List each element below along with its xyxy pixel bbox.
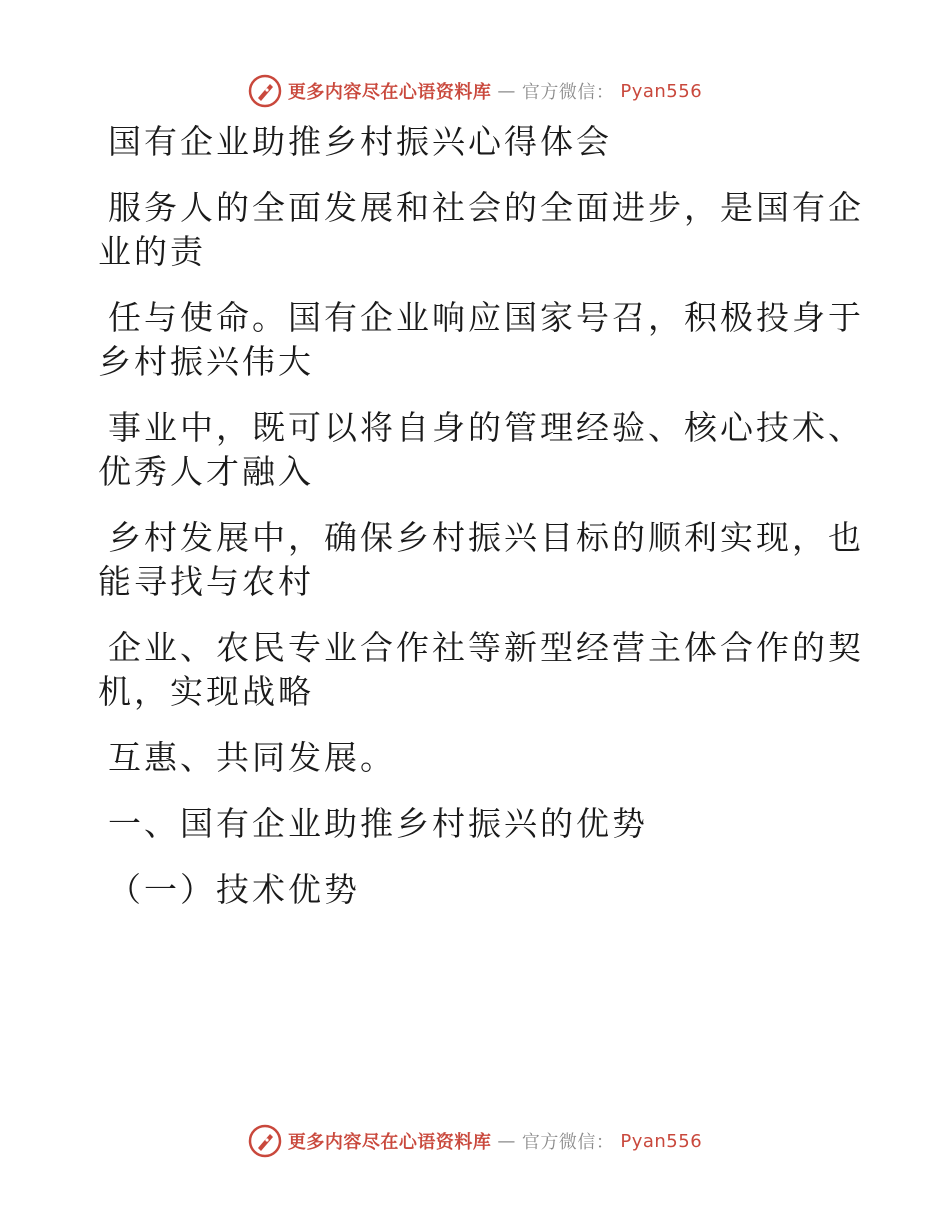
document-title: 国有企业助推乡村振兴心得体会: [108, 122, 612, 161]
watermark-separator: —: [497, 1130, 516, 1152]
paragraph-line: 服务人的全面发展和社会的全面进步，是国有企: [108, 188, 864, 227]
pen-nib-logo-icon: [248, 74, 282, 108]
watermark-wechat-id: Pyan556: [620, 1130, 703, 1152]
paragraph-line: 互惠、共同发展。: [108, 738, 396, 777]
watermark-official-label: 官方微信：: [521, 82, 615, 103]
watermark-brand: 更多内容尽在心语资料库: [287, 1132, 492, 1153]
header-watermark: [0, 74, 950, 108]
document-body: [98, 120, 864, 912]
paragraph-line: 事业中，既可以将自身的管理经验、核心技术、: [108, 408, 864, 447]
watermark-official-label: 官方微信：: [521, 1132, 615, 1153]
footer-watermark: [0, 1124, 950, 1158]
paragraph-line: 任与使命。国有企业响应国家号召，积极投身于: [108, 298, 864, 337]
paragraph-line: 企业、农民专业合作社等新型经营主体合作的契: [108, 628, 864, 667]
paragraph-line: 优秀人才融入: [98, 452, 314, 491]
section-heading: 一、国有企业助推乡村振兴的优势: [108, 804, 648, 843]
paragraph-line: 乡村振兴伟大: [98, 342, 314, 381]
watermark-separator: —: [497, 80, 516, 102]
paragraph-line: 能寻找与农村: [98, 562, 314, 601]
pen-nib-logo-icon: [248, 1124, 282, 1158]
paragraph-line: 业的责: [98, 232, 206, 271]
subsection-heading: （一）技术优势: [108, 870, 360, 909]
paragraph-line: 乡村发展中，确保乡村振兴目标的顺利实现，也: [108, 518, 864, 557]
paragraph-line: 机，实现战略: [98, 672, 314, 711]
watermark-wechat-id: Pyan556: [620, 80, 703, 102]
watermark-brand: 更多内容尽在心语资料库: [287, 82, 492, 103]
